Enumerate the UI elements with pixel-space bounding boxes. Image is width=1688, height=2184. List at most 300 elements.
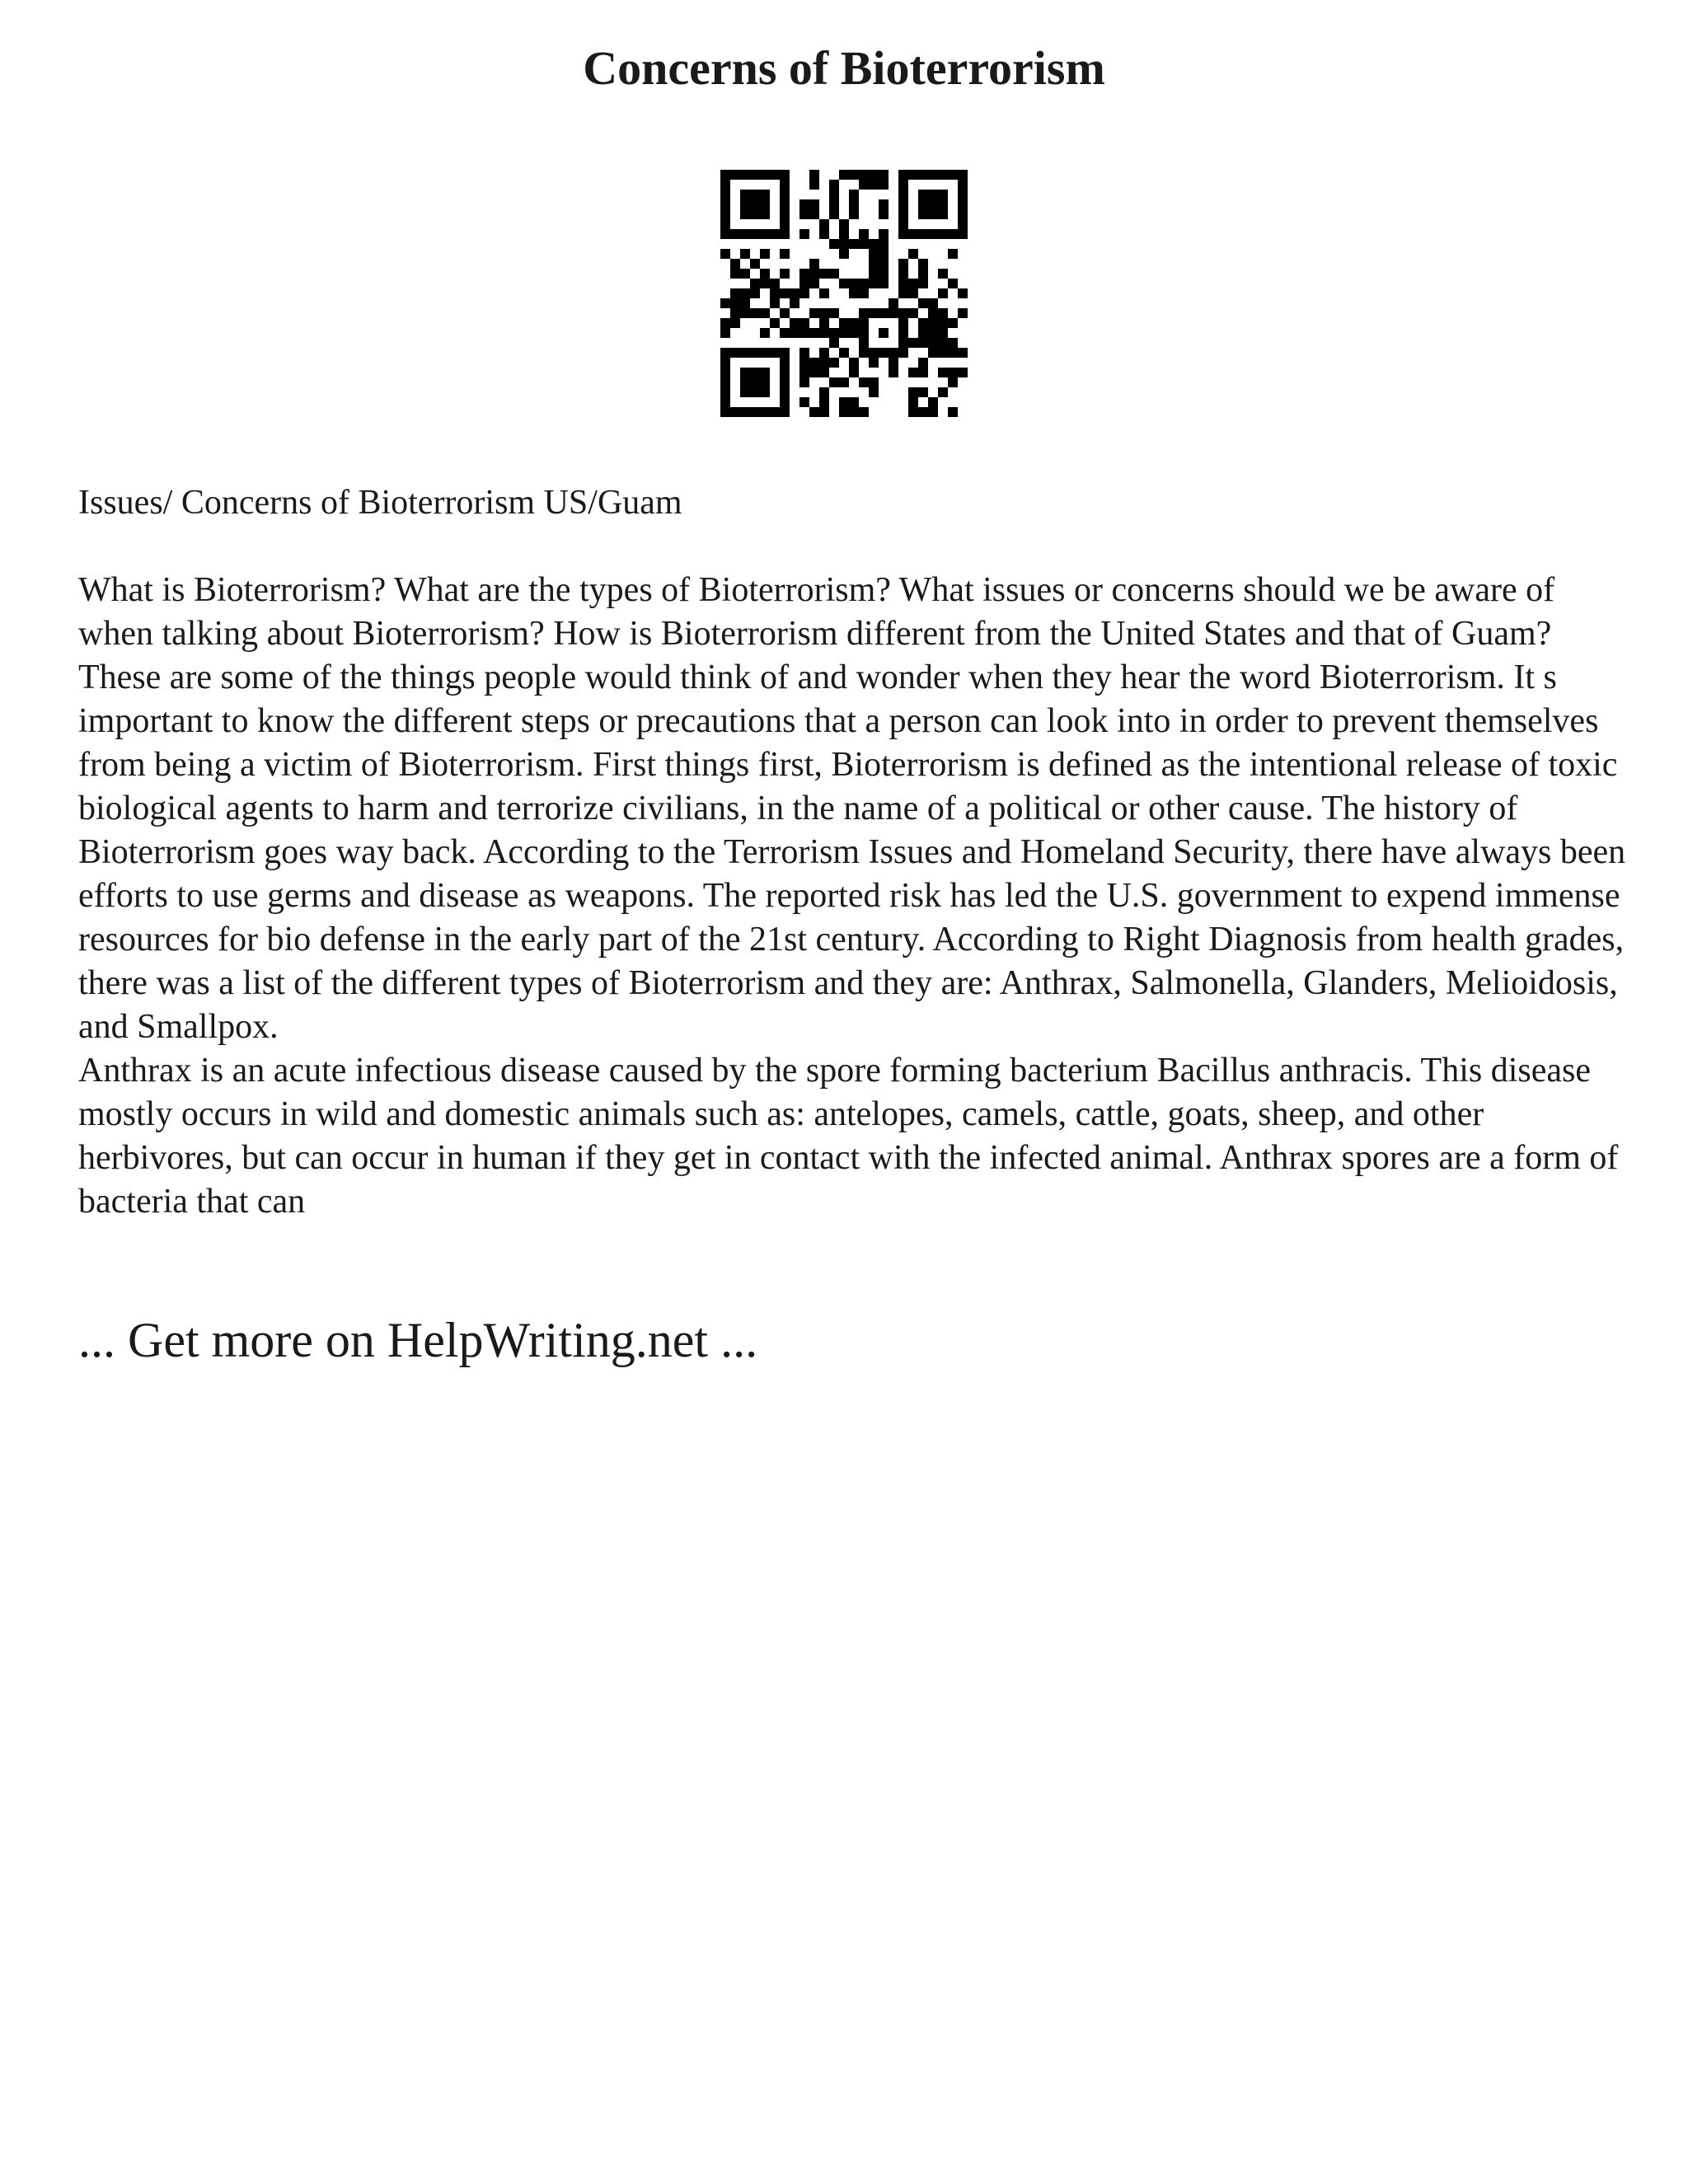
qr-module: [879, 279, 889, 288]
qr-module: [809, 407, 819, 417]
qr-module: [839, 397, 849, 407]
qr-module: [760, 308, 770, 318]
qr-module: [770, 170, 780, 180]
qr-module: [720, 368, 730, 377]
qr-module: [869, 239, 879, 249]
qr-module: [898, 279, 908, 288]
qr-module: [958, 190, 968, 199]
qr-module: [809, 209, 819, 219]
qr-module: [918, 199, 928, 209]
qr-module: [879, 328, 889, 338]
qr-module: [720, 190, 730, 199]
qr-module: [819, 397, 829, 407]
qr-module: [898, 338, 908, 348]
qr-module: [799, 368, 809, 377]
qr-module: [859, 407, 869, 417]
qr-module: [829, 328, 839, 338]
qr-module: [839, 219, 849, 229]
qr-module: [760, 407, 770, 417]
qr-module: [938, 318, 948, 328]
qr-module: [780, 249, 790, 259]
qr-module: [780, 269, 790, 279]
qr-module: [879, 249, 889, 259]
qr-module: [859, 288, 869, 298]
qr-module: [750, 190, 760, 199]
qr-module: [720, 180, 730, 190]
qr-module: [938, 348, 948, 358]
qr-module: [869, 358, 879, 368]
qr-module: [948, 279, 958, 288]
qr-module: [829, 209, 839, 219]
qr-code-icon: [720, 170, 968, 417]
qr-module: [720, 348, 730, 358]
qr-module: [859, 348, 869, 358]
qr-module: [799, 377, 809, 387]
qr-module: [730, 259, 740, 269]
qr-module: [730, 298, 740, 308]
qr-module: [750, 308, 760, 318]
qr-module: [928, 348, 938, 358]
qr-module: [898, 269, 908, 279]
qr-module: [898, 348, 908, 358]
qr-module: [849, 288, 859, 298]
qr-module: [869, 387, 879, 397]
qr-module: [770, 279, 780, 288]
qr-module: [809, 368, 819, 377]
qr-module: [859, 338, 869, 348]
qr-module: [799, 358, 809, 368]
qr-module: [809, 199, 819, 209]
qr-module: [809, 180, 819, 190]
qr-module: [720, 298, 730, 308]
qr-module: [948, 338, 958, 348]
qr-module: [760, 368, 770, 377]
qr-module: [750, 387, 760, 397]
qr-module: [918, 209, 928, 219]
qr-module: [750, 288, 760, 298]
qr-module: [720, 377, 730, 387]
qr-module: [829, 358, 839, 368]
qr-module: [809, 279, 819, 288]
qr-module: [928, 170, 938, 180]
qr-module: [958, 170, 968, 180]
qr-module: [750, 259, 760, 269]
qr-module: [750, 279, 760, 288]
qr-module: [958, 180, 968, 190]
qr-module: [780, 387, 790, 397]
qr-module: [938, 387, 948, 397]
qr-module: [809, 170, 819, 180]
qr-module: [809, 259, 819, 269]
qr-module: [750, 407, 760, 417]
qr-module: [928, 338, 938, 348]
qr-module: [849, 358, 859, 368]
qr-module: [839, 170, 849, 180]
qr-module: [958, 219, 968, 229]
qr-module: [839, 239, 849, 249]
qr-module: [740, 377, 750, 387]
qr-module: [859, 170, 869, 180]
qr-module: [780, 348, 790, 358]
qr-module: [819, 229, 829, 239]
qr-module: [958, 348, 968, 358]
qr-module: [928, 318, 938, 328]
qr-module: [938, 229, 948, 239]
qr-module: [859, 229, 869, 239]
qr-module: [879, 199, 889, 209]
body-paragraph: What is Bioterrorism? What are the types of Bioterrorism? What issues or concerns should we be aware of when talking about Bioterrorism? How is Bioterrorism different from the United States and that of Guam? These are some of the things people would think of and wonder when they hear the word Bioterrorism. It s important to know the different steps or precautions that a person can look into in order to prevent themselves from being a victim of Bioterrorism. First things first, Bioterrorism is defined as the intentional release of toxic biological agents to harm and terrorize civilians, in the name of a political or other cause. The history of Bioterrorism goes way back. According to the Terrorism Issues and Homeland Security, there have always been efforts to use germs and disease as weapons. The reported risk has led the U.S. government to expend immense resources for bio defense in the early part of the 21st century. According to Right Diagnosis from health grades, there was a list of the different types of Bioterrorism and they are: Anthrax, Salmonella, Glanders, Melioidosis, and Smallpox.: [78, 571, 1626, 1046]
qr-module: [849, 199, 859, 209]
qr-module: [839, 407, 849, 417]
qr-module: [750, 229, 760, 239]
qr-module: [720, 229, 730, 239]
document-subtitle: Issues/ Concerns of Bioterrorism US/Guam: [78, 484, 682, 522]
qr-module: [740, 298, 750, 308]
qr-module: [898, 308, 908, 318]
qr-module: [799, 318, 809, 328]
qr-module: [879, 259, 889, 269]
qr-module: [918, 387, 928, 397]
qr-module: [819, 387, 829, 397]
qr-module: [720, 387, 730, 397]
qr-module: [908, 387, 918, 397]
qr-module: [829, 190, 839, 199]
qr-module: [859, 308, 869, 318]
qr-module: [948, 318, 958, 328]
qr-module: [799, 328, 809, 338]
qr-module: [849, 397, 859, 407]
qr-module: [740, 269, 750, 279]
qr-module: [908, 308, 918, 318]
qr-module: [740, 249, 750, 259]
qr-module: [740, 348, 750, 358]
qr-module: [780, 288, 790, 298]
qr-module: [948, 377, 958, 387]
qr-module: [908, 338, 918, 348]
qr-module: [918, 279, 928, 288]
qr-module: [849, 170, 859, 180]
qr-module: [948, 368, 958, 377]
qr-module: [720, 328, 730, 338]
qr-module: [809, 328, 819, 338]
qr-module: [740, 170, 750, 180]
qr-module: [730, 229, 740, 239]
qr-module: [948, 170, 958, 180]
qr-module: [760, 328, 770, 338]
qr-module: [859, 279, 869, 288]
qr-module: [829, 239, 839, 249]
qr-module: [849, 368, 859, 377]
qr-module: [849, 209, 859, 219]
qr-module: [839, 348, 849, 358]
qr-module: [938, 328, 948, 338]
qr-module: [849, 239, 859, 249]
qr-module: [869, 377, 879, 387]
qr-module: [898, 199, 908, 209]
qr-module: [819, 308, 829, 318]
qr-module: [780, 377, 790, 387]
qr-module: [780, 199, 790, 209]
qr-module: [770, 298, 780, 308]
qr-module: [740, 199, 750, 209]
qr-module: [750, 170, 760, 180]
qr-module: [918, 358, 928, 368]
qr-module: [869, 348, 879, 358]
qr-module: [879, 269, 889, 279]
qr-module: [869, 170, 879, 180]
qr-module: [839, 279, 849, 288]
qr-module: [869, 259, 879, 269]
qr-module: [760, 170, 770, 180]
qr-module: [928, 407, 938, 417]
qr-module: [938, 368, 948, 377]
qr-module: [958, 229, 968, 239]
qr-module: [889, 308, 898, 318]
qr-module: [849, 318, 859, 328]
qr-module: [770, 318, 780, 328]
qr-module: [958, 308, 968, 318]
qr-module: [730, 170, 740, 180]
qr-module: [908, 249, 918, 259]
qr-module: [780, 397, 790, 407]
qr-module: [760, 229, 770, 239]
qr-module: [799, 269, 809, 279]
qr-module: [740, 368, 750, 377]
qr-module: [938, 338, 948, 348]
qr-module: [908, 407, 918, 417]
qr-module: [780, 219, 790, 229]
qr-module: [780, 308, 790, 318]
qr-module: [898, 328, 908, 338]
qr-module: [829, 308, 839, 318]
qr-module: [780, 170, 790, 180]
qr-module: [720, 249, 730, 259]
qr-module: [879, 180, 889, 190]
qr-module: [780, 180, 790, 190]
qr-module: [750, 368, 760, 377]
document-body: [78, 569, 1628, 1224]
qr-module: [908, 229, 918, 239]
qr-module: [889, 348, 898, 358]
qr-module: [770, 348, 780, 358]
qr-module: [948, 249, 958, 259]
qr-module: [879, 209, 889, 219]
qr-module: [740, 308, 750, 318]
qr-module: [780, 368, 790, 377]
qr-module: [770, 229, 780, 239]
qr-module: [780, 358, 790, 368]
qr-module: [760, 190, 770, 199]
qr-module: [740, 288, 750, 298]
qr-module: [760, 269, 770, 279]
qr-module: [898, 229, 908, 239]
qr-module: [938, 288, 948, 298]
qr-module: [750, 209, 760, 219]
qr-module: [799, 397, 809, 407]
qr-module: [918, 298, 928, 308]
qr-module: [750, 377, 760, 387]
qr-module: [958, 199, 968, 209]
qr-module: [889, 368, 898, 377]
qr-module: [859, 377, 869, 387]
qr-module: [819, 219, 829, 229]
qr-module: [928, 328, 938, 338]
qr-module: [730, 308, 740, 318]
qr-module: [938, 170, 948, 180]
qr-module: [839, 229, 849, 239]
qr-module: [790, 288, 799, 298]
get-more-link[interactable]: ... Get more on HelpWriting.net ...: [78, 1313, 758, 1367]
qr-module: [879, 348, 889, 358]
qr-module: [829, 269, 839, 279]
qr-module: [720, 407, 730, 417]
qr-module: [918, 229, 928, 239]
qr-module: [908, 279, 918, 288]
qr-module: [760, 199, 770, 209]
qr-module: [819, 288, 829, 298]
qr-module: [780, 328, 790, 338]
qr-module: [928, 209, 938, 219]
qr-module: [908, 288, 918, 298]
qr-module: [958, 288, 968, 298]
qr-module: [918, 259, 928, 269]
qr-module: [760, 209, 770, 219]
qr-module: [730, 288, 740, 298]
qr-module: [839, 318, 849, 328]
qr-module: [849, 279, 859, 288]
qr-module: [958, 368, 968, 377]
qr-module: [720, 318, 730, 328]
qr-module: [799, 209, 809, 219]
qr-module: [720, 397, 730, 407]
qr-module: [928, 397, 938, 407]
qr-module: [740, 387, 750, 397]
qr-module: [780, 209, 790, 219]
qr-module: [829, 338, 839, 348]
qr-module: [908, 368, 918, 377]
qr-module: [859, 180, 869, 190]
qr-module: [819, 348, 829, 358]
qr-module: [908, 397, 918, 407]
qr-module: [819, 358, 829, 368]
qr-module: [839, 328, 849, 338]
qr-module: [849, 190, 859, 199]
qr-module: [819, 269, 829, 279]
qr-module: [898, 209, 908, 219]
qr-module: [819, 318, 829, 328]
qr-module: [898, 259, 908, 269]
qr-module: [790, 328, 799, 338]
qr-module: [869, 308, 879, 318]
qr-module: [740, 229, 750, 239]
qr-module: [780, 407, 790, 417]
qr-module: [938, 269, 948, 279]
qr-module: [879, 239, 889, 249]
qr-module: [829, 180, 839, 190]
qr-module: [908, 170, 918, 180]
qr-module: [720, 170, 730, 180]
qr-module: [819, 328, 829, 338]
qr-module: [938, 190, 948, 199]
qr-module: [730, 348, 740, 358]
qr-module: [879, 170, 889, 180]
qr-module: [849, 328, 859, 338]
qr-module: [889, 298, 898, 308]
qr-module: [750, 199, 760, 209]
qr-module: [799, 288, 809, 298]
qr-module: [948, 229, 958, 239]
qr-module: [720, 358, 730, 368]
qr-module: [720, 219, 730, 229]
qr-module: [918, 318, 928, 328]
qr-module: [898, 318, 908, 328]
qr-module: [938, 209, 948, 219]
qr-module: [849, 407, 859, 417]
qr-module: [819, 368, 829, 377]
qr-module: [898, 288, 908, 298]
qr-module: [809, 269, 819, 279]
qr-module: [750, 348, 760, 358]
qr-module: [918, 170, 928, 180]
qr-module: [760, 249, 770, 259]
qr-module: [948, 407, 958, 417]
qr-module: [918, 338, 928, 348]
qr-module: [770, 407, 780, 417]
qr-module: [829, 377, 839, 387]
qr-module: [790, 298, 799, 308]
qr-module: [740, 190, 750, 199]
qr-module: [730, 269, 740, 279]
qr-module: [809, 308, 819, 318]
qr-module: [948, 348, 958, 358]
qr-module: [740, 209, 750, 219]
qr-module: [770, 288, 780, 298]
qr-module: [889, 358, 898, 368]
qr-module: [898, 180, 908, 190]
qr-module: [799, 229, 809, 239]
body-paragraph: Anthrax is an acute infectious disease caused by the spore forming bacterium Bacillus anthracis. This disease mostly occurs in wild and domestic animals such as: antelopes, camels, cattle, goats, sheep, and other herbivores, but can occur in human if they get in contact with the infected animal. Anthrax spores are a form of bacteria that can: [78, 1052, 1619, 1221]
qr-module: [879, 308, 889, 318]
qr-module: [938, 308, 948, 318]
qr-module: [928, 190, 938, 199]
qr-module: [898, 219, 908, 229]
qr-module: [928, 298, 938, 308]
qr-module: [958, 209, 968, 219]
qr-module: [780, 190, 790, 199]
qr-module: [730, 407, 740, 417]
qr-module: [720, 199, 730, 209]
qr-module: [898, 190, 908, 199]
qr-module: [928, 308, 938, 318]
qr-module: [839, 249, 849, 259]
qr-module: [918, 407, 928, 417]
qr-module: [859, 239, 869, 249]
qr-module: [799, 199, 809, 209]
qr-module: [938, 199, 948, 209]
page-title: Concerns of Bioterrorism: [583, 41, 1105, 95]
qr-module: [839, 377, 849, 387]
qr-module: [928, 229, 938, 239]
qr-module: [859, 328, 869, 338]
qr-module: [799, 348, 809, 358]
qr-module: [809, 358, 819, 368]
qr-module: [829, 199, 839, 209]
qr-module: [898, 170, 908, 180]
qr-module: [928, 199, 938, 209]
qr-module: [869, 279, 879, 288]
qr-module: [790, 318, 799, 328]
qr-module: [730, 318, 740, 328]
